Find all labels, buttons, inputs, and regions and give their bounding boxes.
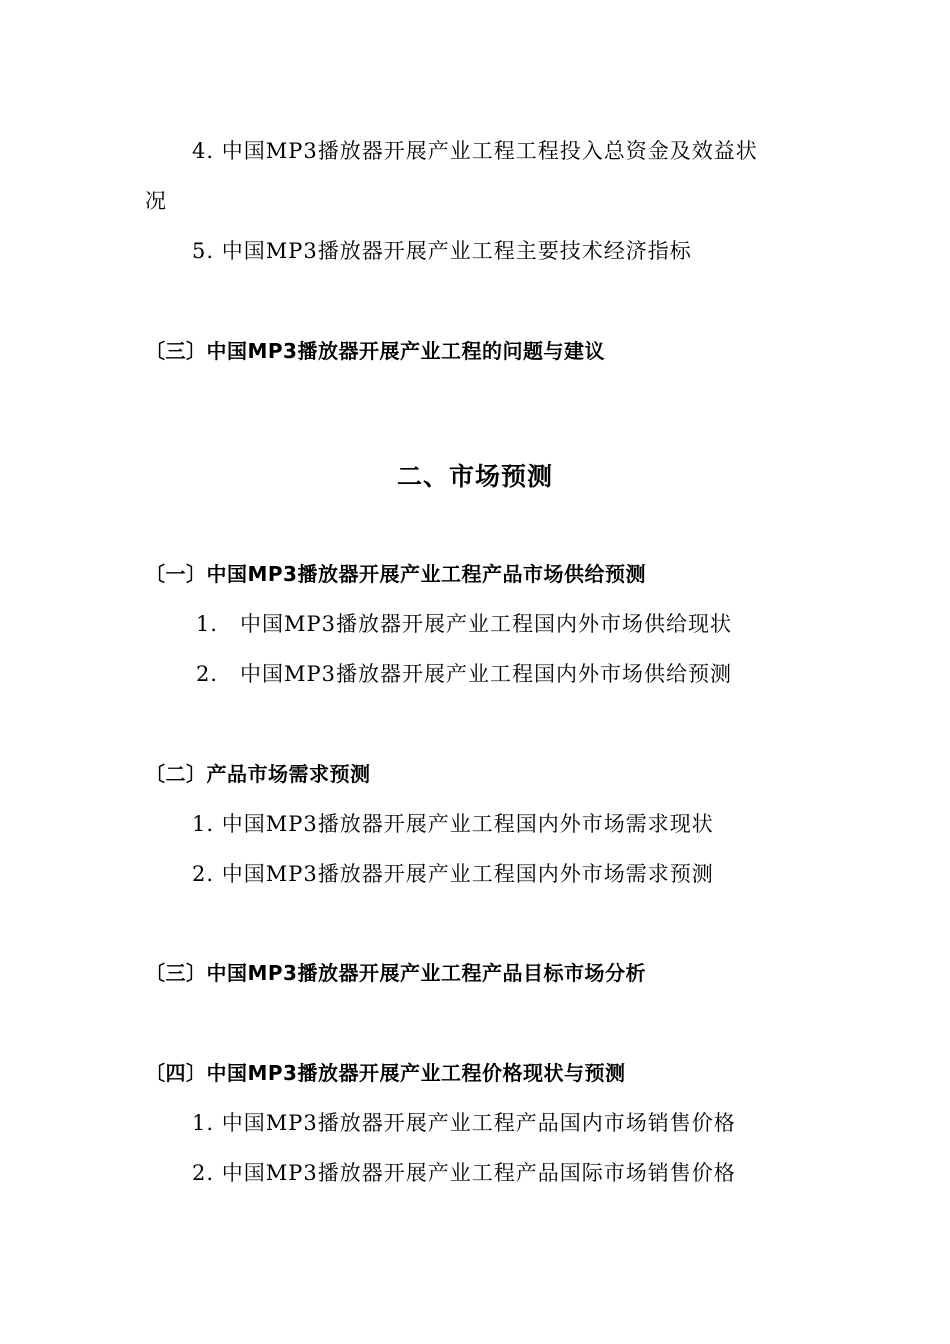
subsection-title-problems: 〔三〕中国MP3播放器开展产业工程的问题与建议 <box>145 339 605 363</box>
subsection-title-price: 〔四〕中国MP3播放器开展产业工程价格现状与预测 <box>145 1061 626 1085</box>
list-item-supply-status: 1． 中国MP3播放器开展产业工程国内外市场供给现状 <box>196 612 733 636</box>
subsection-title-supply: 〔一〕中国MP3播放器开展产业工程产品市场供给预测 <box>145 562 646 586</box>
list-item-domestic-price: 1. 中国MP3播放器开展产业工程产品国内市场销售价格 <box>192 1111 736 1135</box>
list-item-investment-continued: 况 <box>145 189 167 213</box>
list-item-international-price: 2. 中国MP3播放器开展产业工程产品国际市场销售价格 <box>192 1161 736 1185</box>
subsection-title-demand: 〔二〕产品市场需求预测 <box>145 762 371 786</box>
list-item-demand-status: 1. 中国MP3播放器开展产业工程国内外市场需求现状 <box>192 812 714 836</box>
list-item-investment: 4. 中国MP3播放器开展产业工程工程投入总资金及效益状 <box>192 139 758 163</box>
list-item-supply-forecast: 2． 中国MP3播放器开展产业工程国内外市场供给预测 <box>196 662 733 686</box>
subsection-title-target-market: 〔三〕中国MP3播放器开展产业工程产品目标市场分析 <box>145 961 646 985</box>
chapter-title-market-forecast: 二、市场预测 <box>396 462 553 491</box>
list-item-demand-forecast: 2. 中国MP3播放器开展产业工程国内外市场需求预测 <box>192 862 714 886</box>
list-item-tech-indicators: 5. 中国MP3播放器开展产业工程主要技术经济指标 <box>192 239 692 263</box>
